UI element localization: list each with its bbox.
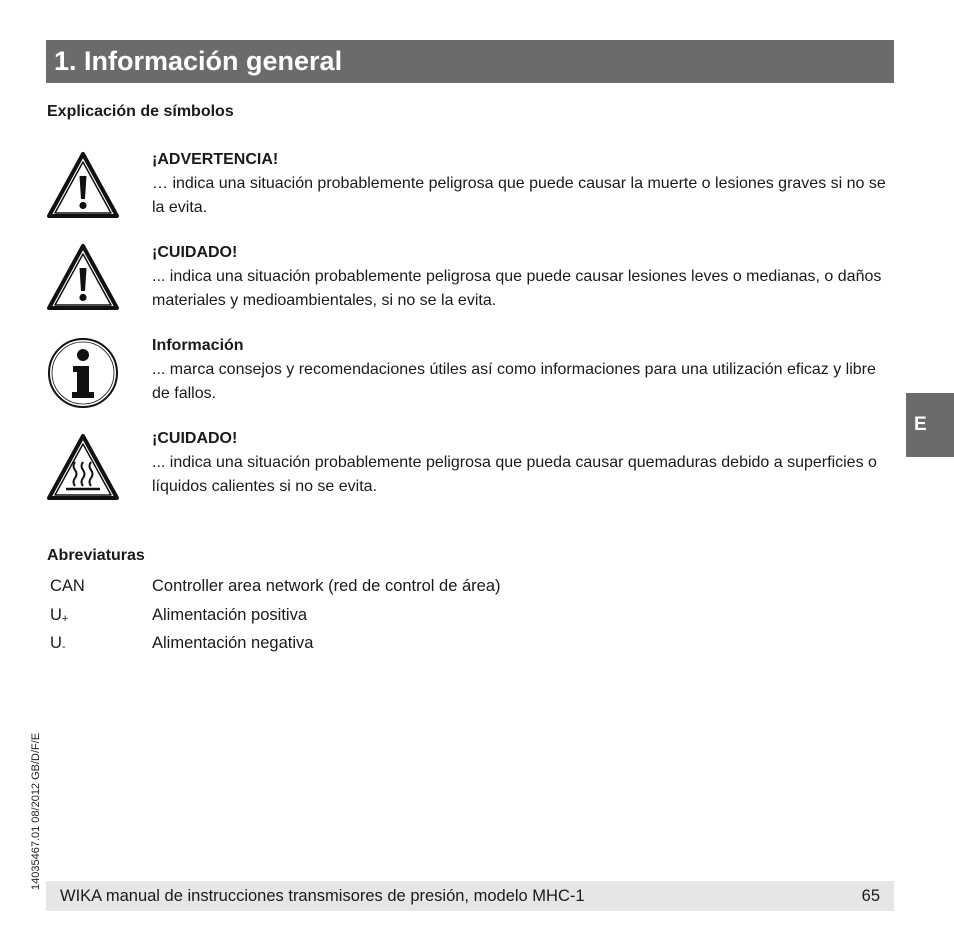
warning-triangle-icon — [46, 150, 120, 224]
abbreviation-code: $U_-$ — [50, 634, 66, 653]
abbreviation-description: Alimentación negativa — [152, 634, 314, 652]
symbol-warning — [152, 148, 892, 220]
page-title: 1. Información general — [46, 40, 894, 83]
symbol-title: ¡ADVERTENCIA! — [152, 151, 279, 168]
symbol-hot-surface — [152, 427, 892, 499]
symbol-description: ... indica una situación probablemente peligrosa que pueda causar quemaduras debido a superficies o líquidos calientes si no se evita. — [152, 454, 877, 495]
symbol-description: ... indica una situación probablemente peligrosa que puede causar lesiones leves o medianas, o daños materiales y medioambientales, si no se la evita. — [152, 268, 882, 309]
footer-text: WIKA manual de instrucciones transmisores de presión, modelo MHC-1 — [60, 887, 585, 905]
symbol-title: Información — [152, 337, 244, 354]
symbol-title: ¡CUIDADO! — [152, 430, 238, 447]
symbols-heading: Explicación de símbolos — [47, 103, 234, 120]
page-footer — [46, 881, 894, 911]
symbol-description: ... marca consejos y recomendaciones útiles así como informaciones para una utilización eficaz y libre de fallos. — [152, 361, 876, 402]
language-tab: E — [906, 393, 954, 457]
symbol-description: … indica una situación probablemente peligrosa que puede causar la muerte o lesiones graves si no se la evita. — [152, 175, 886, 216]
abbreviation-code: CAN — [50, 577, 85, 595]
symbol-caution — [152, 241, 892, 313]
warning-triangle-icon — [46, 242, 120, 316]
info-icon — [46, 336, 120, 410]
abbreviation-description: Alimentación positiva — [152, 606, 307, 624]
hot-surface-icon — [46, 432, 120, 506]
symbol-information — [152, 334, 892, 406]
page-number: 65 — [861, 887, 880, 905]
abbreviation-description: Controller area network (red de control de área) — [152, 577, 501, 595]
abbreviation-code: $U_+$ — [50, 606, 69, 625]
abbreviations-heading: Abreviaturas — [47, 547, 145, 564]
document-code: 14035467.01 08/2012 GB/D/F/E — [30, 732, 42, 890]
symbol-title: ¡CUIDADO! — [152, 244, 238, 261]
